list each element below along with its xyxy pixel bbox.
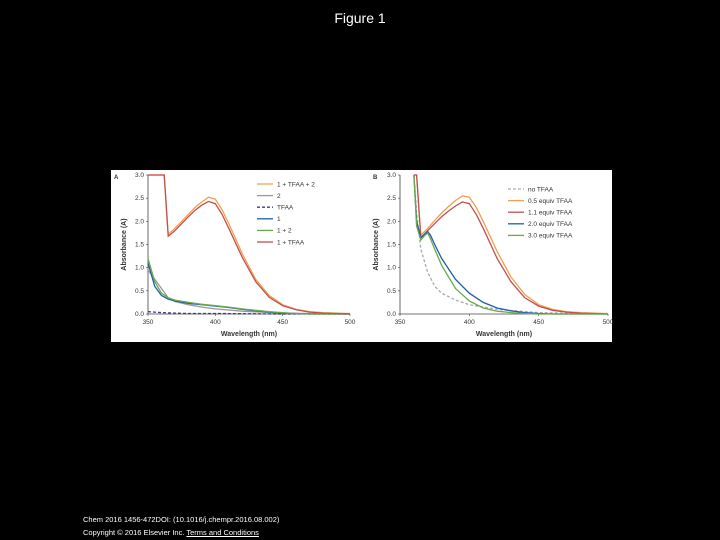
copyright-text: Copyright © 2016 Elsevier Inc. xyxy=(83,528,185,537)
panel-a-series-line xyxy=(148,175,350,314)
panel-a-legend-label: 1 + TFAA + 2 xyxy=(277,181,315,189)
panel-b-x-axis-label: Wavelength (nm) xyxy=(475,331,533,338)
panel-a-y-tick-label: 2.5 xyxy=(134,195,144,203)
panel-b-label: B xyxy=(373,175,378,181)
spectra-chart xyxy=(111,170,612,342)
panel-b-y-tick-label: 3.0 xyxy=(386,172,396,179)
panel-a-y-tick-label: 2.0 xyxy=(134,218,144,226)
citation-text: Chem 2016 1456-472DOI: (10.1016/j.chempr.2016.08.002) xyxy=(83,515,280,524)
copyright-line xyxy=(83,528,259,537)
panel-a-x-tick-label: 500 xyxy=(344,319,356,326)
panel-a-label: A xyxy=(114,175,119,181)
panel-b-y-tick-label: 0.5 xyxy=(386,287,396,295)
panel-a-y-tick-label: 1.5 xyxy=(134,241,144,249)
panel-a-x-tick-label: 400 xyxy=(209,319,221,326)
panel-b-y-tick-label: 2.0 xyxy=(386,218,396,226)
panel-b-x-tick-label: 450 xyxy=(533,319,545,326)
panel-b-y-tick-label: 0.0 xyxy=(386,311,396,318)
panel-b-x-tick-label: 350 xyxy=(394,319,406,326)
panel-a-y-axis-label: Absorbance (A) xyxy=(121,218,128,271)
panel-a-y-tick-label: 3.0 xyxy=(134,172,144,179)
panel-b-y-tick-label: 1.5 xyxy=(386,241,396,249)
panel-a-legend-label: 1 xyxy=(277,216,281,224)
panel-a-y-tick-label: 0.0 xyxy=(134,311,144,318)
figure-title: Figure 1 xyxy=(334,10,386,26)
panel-b-legend-label: 2.0 equiv TFAA xyxy=(528,221,573,229)
panel-a-y-tick-label: 0.5 xyxy=(134,287,144,295)
panel-b-legend-label: 3.0 equiv TFAA xyxy=(528,232,573,240)
panel-a-legend-label: 2 xyxy=(277,192,281,200)
panel-b-legend-label: no TFAA xyxy=(528,186,554,194)
figure-panels xyxy=(111,170,612,342)
panel-a-series-line xyxy=(148,270,350,314)
panel-b-y-tick-label: 1.0 xyxy=(386,264,396,272)
panel-b-series-line xyxy=(414,175,608,314)
panel-b-y-axis-label: Absorbance (A) xyxy=(373,218,380,271)
panel-b-series-line xyxy=(414,175,608,314)
panel-b-series-line xyxy=(414,175,608,314)
panel-b-series-line xyxy=(414,175,608,314)
panel-a-series-line xyxy=(148,175,350,314)
panel-b-legend-label: 0.5 equiv TFAA xyxy=(528,197,573,205)
panel-a-legend-label: 1 + 2 xyxy=(277,227,292,235)
panel-a-legend-label: 1 + TFAA xyxy=(277,239,305,247)
panel-b-legend-label: 1.1 equiv TFAA xyxy=(528,209,573,217)
panel-b-x-tick-label: 500 xyxy=(602,319,614,326)
panel-b-y-tick-label: 2.5 xyxy=(386,195,396,203)
panel-a-x-tick-label: 450 xyxy=(277,319,289,326)
panel-a-x-tick-label: 350 xyxy=(142,319,154,326)
panel-a-x-axis-label: Wavelength (nm) xyxy=(220,331,278,338)
panel-b-x-tick-label: 400 xyxy=(463,319,475,326)
panel-b-series-line xyxy=(414,175,608,314)
terms-link[interactable]: Terms and Conditions xyxy=(186,528,259,537)
panel-a-y-tick-label: 1.0 xyxy=(134,264,144,272)
panel-a-legend-label: TFAA xyxy=(277,204,294,212)
